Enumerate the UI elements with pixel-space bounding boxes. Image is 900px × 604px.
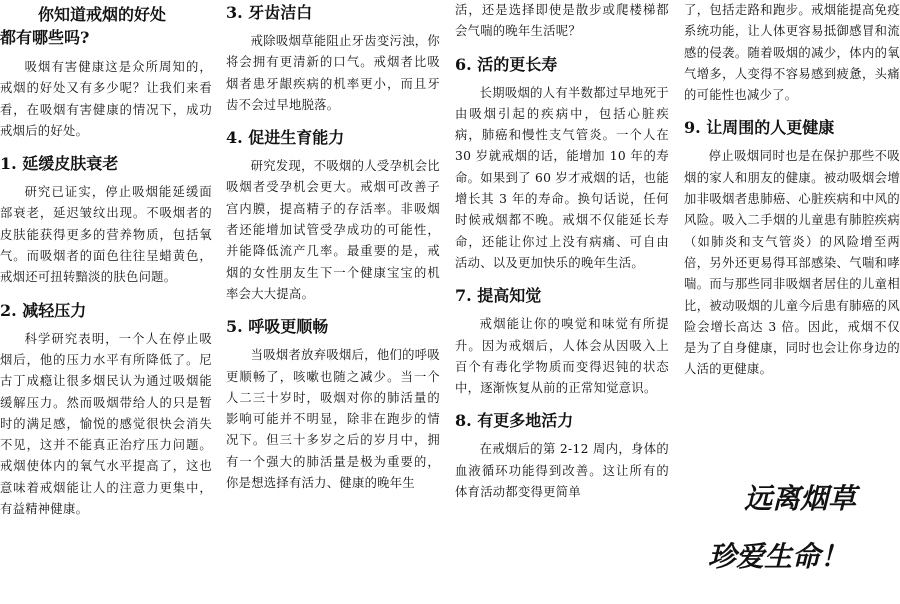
title-line-1: 你知道戒烟的好处 xyxy=(38,5,167,24)
intro-paragraph: 吸烟有害健康这是众所周知的，戒烟的好处又有多少呢？让我们来看看，在吸烟有害健康的情况下，成功戒烟后的好处。 xyxy=(0,60,212,138)
heading-skin: 1. 延缓皮肤衰老 xyxy=(0,154,119,174)
column-4 xyxy=(684,0,900,381)
text-breathing-part2: 活，还是选择即使是散步或爬楼梯都会气喘的晚年生活呢？ xyxy=(455,3,669,39)
text-vitality-part2: 了，包括走路和跑步。戒烟能提高免疫系统功能，让人体更容易抵御感冒和流感的侵袭。随着吸烟的减少，体内的氧气增多，人变得不容易感到疲惫，头痛的可能性也减少了。 xyxy=(684,3,900,103)
slogan-line-1: 远离烟草 xyxy=(744,482,857,515)
heading-vitality: 8. 有更多地活力 xyxy=(455,411,574,431)
column-1 xyxy=(0,0,212,520)
text-teeth: 戒除吸烟草能阻止牙齿变污浊，你将会拥有更清新的口气。戒烟者比吸烟者患牙龈疾病的机率更小，而且牙齿不会过早地脱落。 xyxy=(226,34,440,112)
text-fertility: 研究发现，不吸烟的人受孕机会比吸烟者受孕机会更大。戒烟可改善子宫内膜，提高精子的存活率。非吸烟者还能增加试管受孕成功的可能性，并能降低流产几率。最重要的是，戒烟的女性朋友生下一个健康宝宝的机率会大大提高。 xyxy=(226,159,440,301)
title-line-2: 都有哪些吗? xyxy=(0,28,90,47)
text-others: 停止吸烟同时也是在保护那些不吸烟的家人和朋友的健康。被动吸烟会增加非吸烟者患肺癌、心脏疾病和中风的风险。吸入二手烟的儿童患有肺腔疾病（如肺炎和支气管炎）的风险增至两倍，另外还更易得耳部感染、气喘和哮喘。而与那些同非吸烟者居住的儿童相比，被动吸烟的儿童今后患有肺癌的风险会增长高达 3 倍。因此，戒烟不仅是为了自身健康，同时也会让你身边的人活的更健康。 xyxy=(684,149,900,377)
column-3 xyxy=(455,0,669,503)
text-breathing-part1: 当吸烟者放弃吸烟后，他们的呼吸更顺畅了，咳嗽也随之减少。当一个人二三十岁时，吸烟对你的肺活量的影响可能并不明显，除非在跑步的情况下。但三十多岁之后的岁月中，拥有一个强大的肺活量是极为重要的，你是想选择有活力、健康的晚年生 xyxy=(226,348,440,491)
text-stress: 科学研究表明，一个人在停止吸烟后，他的压力水平有所降低了。尼古丁成瘾让很多烟民认为通过吸烟能缓解压力。然而吸烟带给人的只是暂时的满足感，愉悦的感觉很快会消失不见，这并不能真正治疗压力问题。戒烟使体内的氧气水平提高了，这也意味着戒烟能让人的注意力更集中，有益精神健康。 xyxy=(0,331,212,517)
text-skin: 研究已证实，停止吸烟能延缓面部衰老，延迟皱纹出现。不吸烟者的皮肤能获得更多的营养物质，包括氧气。而吸烟者的面色往往呈蜡黄色，戒烟还可扭转黯淡的肤色问题。 xyxy=(0,185,212,285)
column-2 xyxy=(226,0,440,494)
text-perception: 戒烟能让你的嗅觉和味觉有所提升。因为戒烟后，人体会从因吸入上百个有毒化学物质而变得迟钝的状态中，逐渐恢复从前的正常知觉意识。 xyxy=(455,317,669,396)
heading-longevity: 6. 活的更长寿 xyxy=(455,54,558,74)
heading-teeth: 3. 牙齿洁白 xyxy=(226,3,313,22)
heading-fertility: 4. 促进生育能力 xyxy=(226,128,345,148)
heading-stress: 2. 减轻压力 xyxy=(0,300,87,320)
heading-others: 9. 让周围的人更健康 xyxy=(684,118,835,138)
heading-breathing: 5. 呼吸更顺畅 xyxy=(226,317,329,337)
text-longevity: 长期吸烟的人有半数都过早地死于由吸烟引起的疾病中，包括心脏疾病，肺癌和慢性支气管炎。一个人在 30 岁就戒烟的话，能增加 10 年的寿命。如果到了 60 岁才戒烟的话，也能增长其 3 年的寿命。换句话说，任何时候戒烟都不晚。戒烟不仅能延长寿命，还能让你过上没有病痛、可自由活动、以及更加快乐的晚年生活。 xyxy=(455,85,669,270)
text-vitality-part1: 在戒烟后的第 2-12 周内，身体的血液循环功能得到改善。这让所有的体育活动都变得更简单 xyxy=(455,442,669,500)
heading-perception: 7. 提高知觉 xyxy=(455,286,542,306)
article-title xyxy=(0,3,212,49)
slogan-line-2: 珍爱生命！ xyxy=(708,540,849,573)
